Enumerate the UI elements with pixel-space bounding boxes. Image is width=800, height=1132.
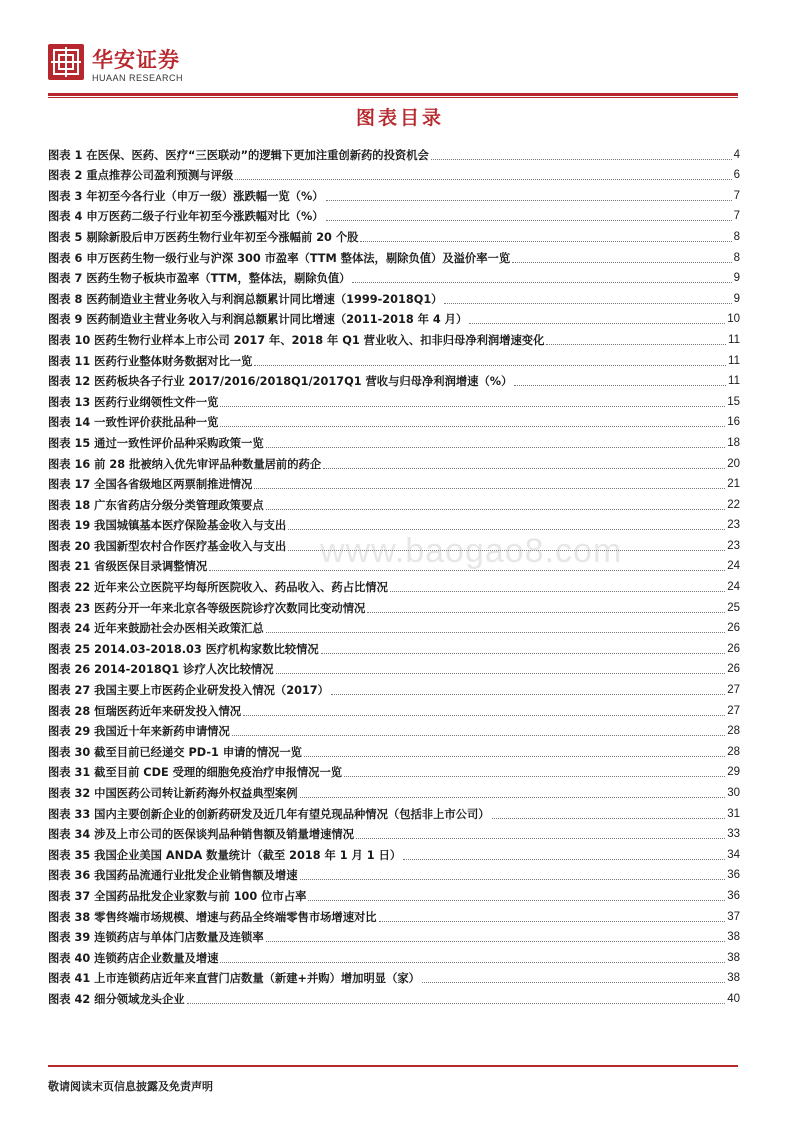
toc-entry-label: 图表 11 医药行业整体财务数据对比一览 <box>48 354 253 368</box>
toc-entry-page: 31 <box>727 807 740 820</box>
disclaimer-note: 敬请阅读末页信息披露及免责声明 <box>48 1080 213 1093</box>
toc-entry-page: 21 <box>727 478 740 491</box>
toc-entry[interactable] <box>48 388 740 409</box>
dot-leader <box>232 735 725 736</box>
toc-entry-label: 图表 3 年初至今各行业（申万一级）涨跌幅一览（%） <box>48 189 324 203</box>
toc-entry[interactable] <box>48 532 740 553</box>
toc-entry-page: 24 <box>727 560 740 573</box>
toc-entry[interactable] <box>48 759 740 780</box>
toc-entry-page: 4 <box>733 148 740 161</box>
toc-entry[interactable] <box>48 347 740 368</box>
toc-entry-page: 7 <box>733 189 740 202</box>
dot-leader <box>288 550 725 551</box>
toc-entry-label: 图表 5 剔除新股后申万医药生物行业年初至今涨幅前 20 个股 <box>48 230 359 244</box>
toc-entry-page: 24 <box>727 581 740 594</box>
toc-entry-label: 图表 31 截至目前 CDE 受理的细胞免疫治疗申报情况一览 <box>48 766 343 780</box>
toc-entry-page: 6 <box>733 169 740 182</box>
toc-entry[interactable] <box>48 821 740 842</box>
toc-entry[interactable] <box>48 450 740 471</box>
toc-entry-page: 36 <box>727 869 740 882</box>
toc-entry-label: 图表 29 我国近十年来新药申请情况 <box>48 725 230 739</box>
dot-leader <box>235 179 731 180</box>
dot-leader <box>243 715 725 716</box>
dot-leader <box>321 653 726 654</box>
dot-leader <box>514 385 726 386</box>
dot-leader <box>356 838 725 839</box>
toc-entry-label: 图表 17 全国各省级地区两票制推进情况 <box>48 478 253 492</box>
toc-entry-page: 8 <box>733 230 740 243</box>
dot-leader <box>444 303 731 304</box>
toc-entry-label: 图表 23 医药分开一年来北京各等级医院诊疗次数同比变动情况 <box>48 601 366 615</box>
toc-entry-page: 38 <box>727 951 740 964</box>
toc-entry-page: 34 <box>727 848 740 861</box>
toc-entry-page: 27 <box>727 684 740 697</box>
dot-leader <box>304 756 725 757</box>
toc-entry[interactable] <box>48 368 740 389</box>
toc-entry-label: 图表 12 医药板块各子行业 2017/2016/2018Q1/2017Q1 营收与归母净利润增速（%） <box>48 375 513 389</box>
toc-entry[interactable] <box>48 718 740 739</box>
toc-title: 图表目录 <box>355 107 444 129</box>
toc-entry[interactable] <box>48 223 740 244</box>
toc-entry-label: 图表 37 全国药品批发企业家数与前 100 位市占率 <box>48 889 307 903</box>
toc-entry-label: 图表 15 通过一致性评价品种采购政策一览 <box>48 436 264 450</box>
toc-entry[interactable] <box>48 471 740 492</box>
toc-entry-page: 11 <box>728 354 740 367</box>
toc-entry-label: 图表 33 国内主要创新企业的创新药研发及近几年有望兑现品种情况（包括非上市公司） <box>48 807 490 821</box>
toc-entry[interactable] <box>48 779 740 800</box>
toc-entry-page: 15 <box>727 395 740 408</box>
toc-entry-page: 7 <box>733 210 740 223</box>
toc-entry-label: 图表 27 我国主要上市医药企业研发投入情况（2017） <box>48 684 329 698</box>
toc-entry[interactable] <box>48 738 740 759</box>
dot-leader <box>266 632 726 633</box>
toc-entry[interactable] <box>48 265 740 286</box>
toc-entry-page: 23 <box>727 519 740 532</box>
toc-entry[interactable] <box>48 985 740 1006</box>
toc-entry-label: 图表 25 2014.03-2018.03 医疗机构家数比较情况 <box>48 642 319 656</box>
toc-entry[interactable] <box>48 862 740 883</box>
toc-entry-label: 图表 24 近年来鼓励社会办医相关政策汇总 <box>48 622 264 636</box>
dot-leader <box>266 941 726 942</box>
toc-entry-page: 38 <box>727 972 740 985</box>
toc-entry-label: 图表 8 医药制造业主营业务收入与利润总额累计同比增速（1999-2018Q1） <box>48 292 443 306</box>
toc-entry[interactable] <box>48 244 740 265</box>
toc-entry-page: 9 <box>733 272 740 285</box>
toc-entry-label: 图表 6 申万医药生物一级行业与沪深 300 市盈率（TTM 整体法，剔除负值）及溢价率一览 <box>48 251 511 265</box>
toc-entry-label: 图表 30 截至目前已经递交 PD-1 申请的情况一览 <box>48 745 302 759</box>
toc-entry-label: 图表 1 在医保、医药、医疗“三医联动”的逻辑下更加注重创新药的投资机会 <box>48 148 429 162</box>
toc-entry[interactable] <box>48 882 740 903</box>
toc-entry-page: 11 <box>728 333 740 346</box>
toc-entry[interactable] <box>48 409 740 430</box>
toc-entry-label: 图表 34 涉及上市公司的医保谈判品种销售额及销量增速情况 <box>48 828 355 842</box>
toc-entry-label: 图表 13 医药行业纲领性文件一览 <box>48 395 219 409</box>
toc-entry[interactable] <box>48 141 740 162</box>
toc-entry-label: 图表 35 我国企业美国 ANDA 数量统计（截至 2018 年 1 月 1 日） <box>48 848 402 862</box>
report-header <box>48 42 738 94</box>
toc-entry-page: 23 <box>727 539 740 552</box>
dot-leader <box>276 673 726 674</box>
toc-entry-page: 27 <box>727 704 740 717</box>
dot-leader <box>403 859 725 860</box>
dot-leader <box>187 1003 726 1004</box>
header-divider-thin <box>48 97 738 98</box>
toc-entry-label: 图表 2 重点推荐公司盈利预测与评级 <box>48 169 234 183</box>
toc-entry-page: 18 <box>727 436 740 449</box>
toc-entry-page: 40 <box>727 992 740 1005</box>
toc-entry-page: 26 <box>727 622 740 635</box>
brand-name-en: HUAAN RESEARCH <box>92 73 184 83</box>
toc-entry-label: 图表 32 中国医药公司转让新药海外权益典型案例 <box>48 787 298 800</box>
toc-entry-label: 图表 14 一致性评价获批品种一览 <box>48 416 219 430</box>
dot-leader <box>220 406 725 407</box>
dot-leader <box>379 921 726 922</box>
toc-entry-label: 图表 9 医药制造业主营业务收入与利润总额累计同比增速（2011-2018 年 4 月） <box>48 313 468 327</box>
toc-entry[interactable] <box>48 306 740 327</box>
toc-entry-label: 图表 7 医药生物子板块市盈率（TTM，整体法，剔除负值） <box>48 272 351 286</box>
dot-leader <box>512 262 731 263</box>
dot-leader <box>422 982 725 983</box>
toc-entry[interactable] <box>48 965 740 986</box>
brand-name-cn: 华安证券 <box>92 47 180 72</box>
toc-entry-label: 图表 28 恒瑞医药近年来研发投入情况 <box>48 704 242 718</box>
toc-entry-label: 图表 18 广东省药店分级分类管理政策要点 <box>48 498 264 512</box>
toc-entry-label: 图表 4 申万医药二级子行业年初至今涨跌幅对比（%） <box>48 210 324 224</box>
toc-entry[interactable] <box>48 656 740 677</box>
toc-entry-page: 36 <box>727 889 740 902</box>
toc-entry[interactable] <box>48 326 740 347</box>
toc-entry[interactable] <box>48 924 740 945</box>
dot-leader <box>546 344 726 345</box>
toc-entry[interactable] <box>48 800 740 821</box>
dot-leader <box>266 509 726 510</box>
toc-entry-label: 图表 41 上市连锁药店近年来直营门店数量（新建+并购）增加明显（家） <box>48 972 420 986</box>
toc-entry-page: 29 <box>727 766 740 779</box>
toc-entry-label: 图表 22 近年来公立医院平均每所医院收入、药品收入、药占比情况 <box>48 581 388 595</box>
toc-entry-page: 22 <box>727 498 740 511</box>
dot-leader <box>326 200 732 201</box>
toc-entry[interactable] <box>48 573 740 594</box>
dot-leader <box>367 612 725 613</box>
toc-entry-page: 30 <box>727 787 740 799</box>
toc-entry-page: 38 <box>727 931 740 944</box>
dot-leader <box>254 488 725 489</box>
dot-leader <box>323 468 725 469</box>
toc-entry[interactable] <box>48 182 740 203</box>
toc-entry-label: 图表 21 省级医保目录调整情况 <box>48 560 208 574</box>
toc-entry-label: 图表 16 前 28 批被纳入优先审评品种数量居前的药企 <box>48 457 322 471</box>
dot-leader <box>390 591 725 592</box>
dot-leader <box>300 797 726 798</box>
toc-entry-page: 10 <box>727 313 740 326</box>
toc-entry[interactable] <box>48 697 740 718</box>
toc-entry[interactable] <box>48 841 740 862</box>
dot-leader <box>220 426 725 427</box>
toc-entry[interactable] <box>48 676 740 697</box>
footer-divider <box>48 1065 738 1067</box>
header-divider <box>48 93 738 96</box>
dot-leader <box>331 694 725 695</box>
toc-entry-page: 11 <box>728 375 740 388</box>
toc-entry[interactable] <box>48 203 740 224</box>
dot-leader <box>352 282 731 283</box>
toc-entry-label: 图表 38 零售终端市场规模、增速与药品全终端零售市场增速对比 <box>48 910 377 924</box>
toc-entry[interactable] <box>48 615 740 636</box>
toc-entry[interactable] <box>48 162 740 183</box>
table-of-figures <box>48 141 740 1006</box>
toc-entry-page: 8 <box>733 251 740 264</box>
toc-entry-page: 28 <box>727 745 740 758</box>
dot-leader <box>469 323 725 324</box>
dot-leader <box>300 879 726 880</box>
toc-entry-page: 9 <box>733 292 740 305</box>
toc-entry-label: 图表 42 细分领域龙头企业 <box>48 992 185 1006</box>
toc-entry[interactable] <box>48 903 740 924</box>
toc-entry-label: 图表 10 医药生物行业样本上市公司 2017 年、2018 年 Q1 营业收入、扣非归母净利润增速变化 <box>48 333 545 347</box>
toc-entry-page: 37 <box>727 910 740 923</box>
dot-leader <box>344 776 725 777</box>
toc-entry-label: 图表 39 连锁药店与单体门店数量及连锁率 <box>48 931 264 945</box>
toc-entry-page: 26 <box>727 642 740 655</box>
toc-entry-label: 图表 20 我国新型农村合作医疗基金收入与支出 <box>48 539 287 553</box>
toc-entry-label: 图表 19 我国城镇基本医疗保险基金收入与支出 <box>48 519 287 533</box>
dot-leader <box>209 570 725 571</box>
toc-entry-label: 图表 40 连锁药店企业数量及增速 <box>48 951 219 965</box>
toc-entry[interactable] <box>48 594 740 615</box>
watermark: www.baogao8.com <box>320 532 623 570</box>
dot-leader <box>431 159 732 160</box>
dot-leader <box>360 241 731 242</box>
toc-entry[interactable] <box>48 553 740 574</box>
toc-entry[interactable] <box>48 285 740 306</box>
toc-entry-page: 26 <box>727 663 740 676</box>
dot-leader <box>254 365 726 366</box>
toc-entry-page: 28 <box>727 725 740 738</box>
dot-leader <box>326 220 732 221</box>
toc-entry-page: 20 <box>727 457 740 470</box>
dot-leader <box>266 447 726 448</box>
toc-entry[interactable] <box>48 944 740 965</box>
toc-entry-page: 25 <box>727 601 740 614</box>
toc-entry[interactable] <box>48 512 740 533</box>
toc-entry-label: 图表 26 2014-2018Q1 诊疗人次比较情况 <box>48 663 274 677</box>
dot-leader <box>492 818 726 819</box>
huaan-logo-icon <box>48 44 84 80</box>
dot-leader <box>220 962 725 963</box>
dot-leader <box>288 529 725 530</box>
toc-entry-label: 图表 36 我国药品流通行业批发企业销售额及增速 <box>48 869 298 883</box>
toc-entry-page: 33 <box>727 828 740 841</box>
dot-leader <box>308 900 725 901</box>
toc-entry[interactable] <box>48 491 740 512</box>
toc-entry[interactable] <box>48 635 740 656</box>
toc-entry-page: 16 <box>727 416 740 429</box>
toc-entry[interactable] <box>48 429 740 450</box>
